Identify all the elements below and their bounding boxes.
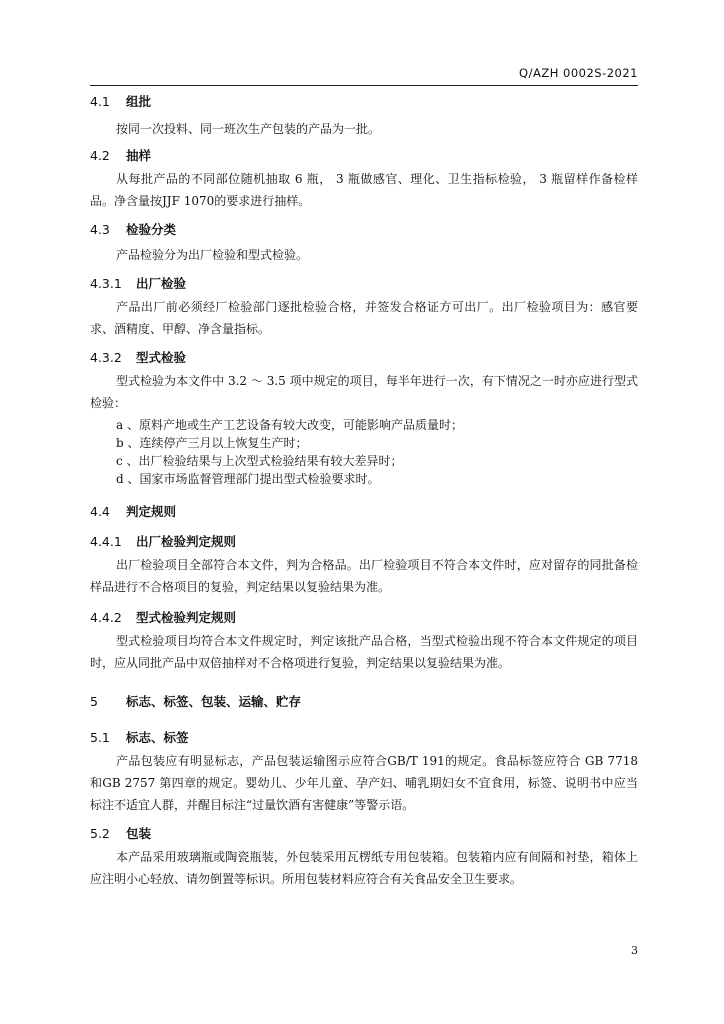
document-code: Q/AZH 0002S-2021 bbox=[519, 66, 638, 80]
section-number: 5 bbox=[90, 694, 98, 709]
section-number: 4.1 bbox=[90, 94, 110, 109]
section-title: 检验分类 bbox=[126, 222, 177, 237]
list-item: d 、国家市场监督管理部门提出型式检验要求时。 bbox=[116, 472, 380, 486]
document-body bbox=[90, 92, 638, 890]
header-divider bbox=[90, 85, 638, 86]
section-title: 型式检验 bbox=[136, 350, 187, 365]
section-heading-5-2 bbox=[90, 824, 638, 842]
section-title: 标志、标签、包装、运输、贮存 bbox=[126, 694, 302, 709]
section-heading-4-1 bbox=[90, 92, 638, 110]
section-number: 4.3.2 bbox=[90, 350, 122, 365]
section-heading-4-3-2 bbox=[90, 348, 638, 366]
paragraph: 产品出厂前必须经厂检验部门逐批检验合格，并签发合格证方可出厂。出厂检验项目为：感官要求、酒精度、甲醇、净含量指标。 bbox=[90, 300, 638, 336]
section-number: 4.4 bbox=[90, 504, 110, 519]
section-number: 4.2 bbox=[90, 148, 110, 163]
list-item: a 、原料产地或生产工艺设备有较大改变，可能影响产品质量时； bbox=[116, 418, 463, 432]
section-number: 5.1 bbox=[90, 730, 110, 745]
section-title: 抽样 bbox=[126, 148, 152, 163]
section-number: 4.4.1 bbox=[90, 534, 122, 549]
section-heading-4-4-1 bbox=[90, 532, 638, 550]
list-item: b 、连续停产三月以上恢复生产时； bbox=[116, 436, 308, 450]
paragraph: 产品检验分为出厂检验和型式检验。 bbox=[116, 248, 309, 262]
paragraph: 型式检验为本文件中 3.2 ～ 3.5 项中规定的项目，每半年进行一次，有下情况之一时亦应进行型式检验： bbox=[90, 374, 638, 410]
paragraph: 型式检验项目均符合本文件规定时，判定该批产品合格，当型式检验出现不符合本文件规定的项目时，应从同批产品中双倍抽样对不合格项进行复验，判定结果以复验结果为准。 bbox=[90, 634, 638, 670]
section-heading-4-3-1 bbox=[90, 274, 638, 292]
list-item: c 、出厂检验结果与上次型式检验结果有较大差异时； bbox=[116, 454, 403, 468]
paragraph: 从每批产品的不同部位随机抽取 6 瓶， 3 瓶做感官、理化、卫生指标检验， 3 瓶留样作备检样品。净含量按JJF 1070的要求进行抽样。 bbox=[90, 172, 638, 208]
section-heading-5-1 bbox=[90, 728, 638, 746]
section-heading-4-3 bbox=[90, 220, 638, 238]
section-heading-4-4-2 bbox=[90, 608, 638, 626]
section-heading-4-4 bbox=[90, 502, 638, 520]
section-title: 标志、标签 bbox=[126, 730, 189, 745]
paragraph: 出厂检验项目全部符合本文件，判为合格品。出厂检验项目不符合本文件时，应对留存的同批备检样品进行不合格项目的复验，判定结果以复验结果为准。 bbox=[90, 558, 638, 594]
section-title: 型式检验判定规则 bbox=[136, 610, 237, 625]
section-title: 出厂检验 bbox=[136, 276, 187, 291]
section-number: 5.2 bbox=[90, 826, 110, 841]
section-title: 包装 bbox=[126, 826, 152, 841]
paragraph: 按同一次投料、同一班次生产包装的产品为一批。 bbox=[116, 122, 381, 136]
section-title: 组批 bbox=[126, 94, 152, 109]
section-heading-5 bbox=[90, 692, 638, 710]
section-title: 判定规则 bbox=[126, 504, 177, 519]
section-number: 4.3.1 bbox=[90, 276, 122, 291]
paragraph: 产品包装应有明显标志，产品包装运输图示应符合GB/T 191的规定。食品标签应符合 GB 7718 和GB 2757 第四章的规定。婴幼儿、少年儿童、孕产妇、哺乳期妇女不宜食用，标签、说明书中应当标注不适宜人群，并醒目标注“过量饮酒有害健康”等警示语。 bbox=[90, 754, 638, 812]
section-title: 出厂检验判定规则 bbox=[136, 534, 237, 549]
paragraph: 本产品采用玻璃瓶或陶瓷瓶装，外包装采用瓦楞纸专用包装箱。包装箱内应有间隔和衬垫，箱体上应注明小心轻放、请勿倒置等标识。所用包装材料应符合有关食品安全卫生要求。 bbox=[90, 850, 638, 886]
section-heading-4-2 bbox=[90, 146, 638, 164]
section-number: 4.3 bbox=[90, 222, 110, 237]
section-number: 4.4.2 bbox=[90, 610, 122, 625]
page-number: 3 bbox=[631, 944, 638, 957]
